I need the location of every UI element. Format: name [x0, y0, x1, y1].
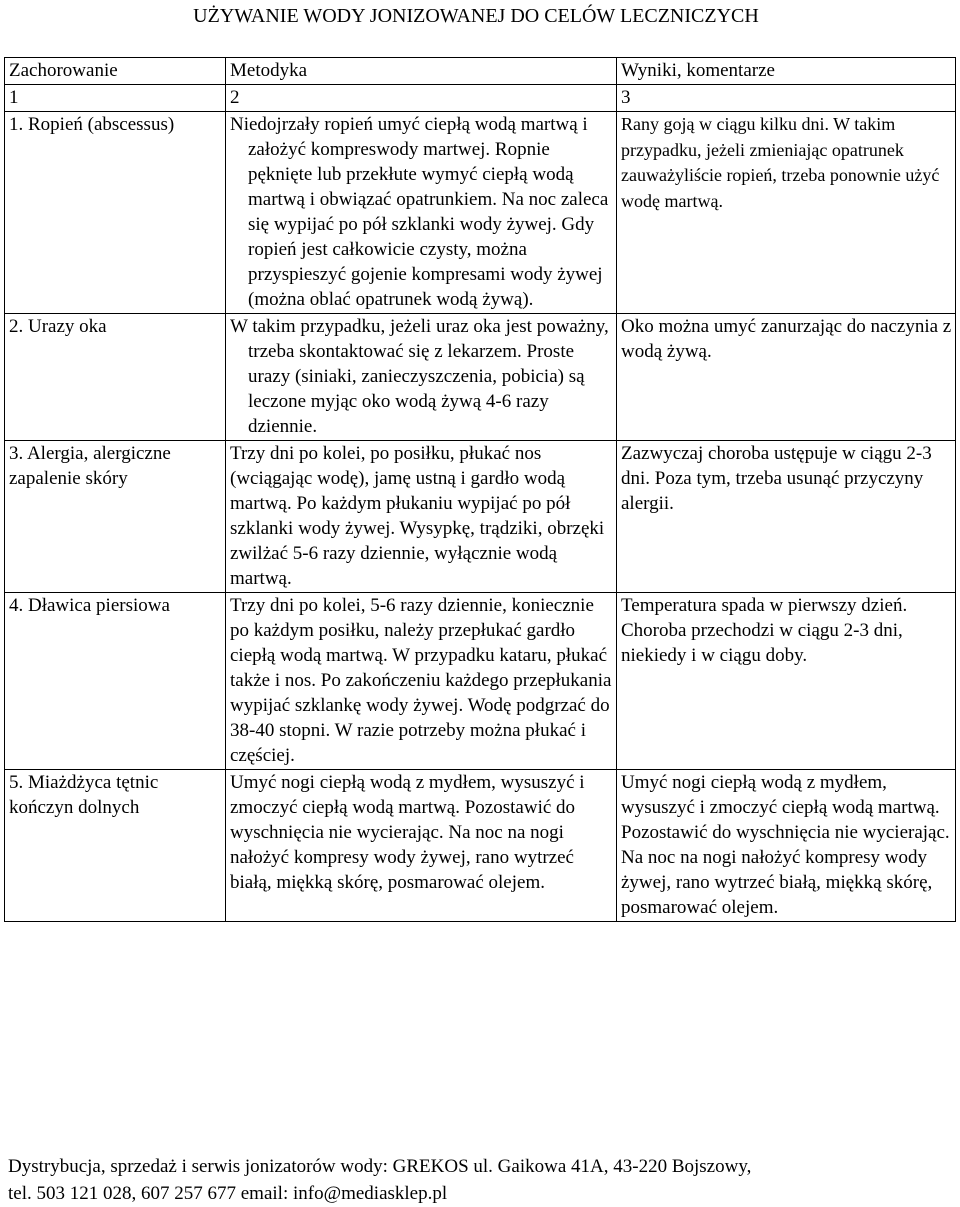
method-text: Umyć nogi ciepłą wodą z mydłem, wysuszyć i zmoczyć ciepłą wodą martwą. Pozostawić do wyschnięcia nie wycierając. Na noc na nogi nałożyć kompresy wody żywej, rano wytrzeć białą, miękką skórę, posmarować olejem.: [230, 772, 585, 893]
result-cell: [617, 770, 956, 922]
condition-cell: [5, 314, 226, 441]
method-text: Niedojrzały ropień umyć ciepłą wodą martwą i założyć kompreswody martwej. Ropnie pęknięte lub przekłute wymyć ciepłą wodą martwą i obwiązać opatrunkiem. Na noc zaleca się wypijać po pół szklanki wody żywej. Gdy ropień jest całkowicie czysty, można przyspieszyć gojenie kompresami wody żywej (można oblać opatrunek wodą żywą).: [230, 114, 609, 310]
column-number-3: 3: [617, 85, 956, 112]
result-cell: [617, 441, 956, 593]
result-text: Rany goją w ciągu kilku dni. W takim przypadku, jeżeli zmieniając opatrunek zauważyliście ropień, trzeba ponownie użyć wodę martwą.: [621, 114, 940, 211]
table-row: [5, 441, 956, 593]
method-cell: [226, 112, 617, 314]
condition-cell: [5, 112, 226, 314]
column-number-row: [5, 85, 956, 112]
table-row: [5, 770, 956, 922]
table-header-row: [5, 58, 956, 85]
condition-cell: [5, 770, 226, 922]
result-text: Oko można umyć zanurzając do naczynia z wodą żywą.: [621, 316, 952, 362]
result-cell: [617, 593, 956, 770]
document-title: UŻYWANIE WODY JONIZOWANEJ DO CELÓW LECZNICZYCH: [193, 5, 759, 27]
header-condition: Zachorowanie: [5, 58, 226, 85]
treatment-table: [4, 57, 956, 922]
result-cell: [617, 314, 956, 441]
condition-text: 1. Ropień (abscessus): [9, 114, 175, 135]
condition-text: 2. Urazy oka: [9, 316, 107, 337]
result-text: Temperatura spada w pierwszy dzień. Choroba przechodzi w ciągu 2-3 dni, niekiedy i w ciągu doby.: [621, 595, 908, 666]
table-row: [5, 314, 956, 441]
condition-text: 3. Alergia, alergiczne zapalenie skóry: [9, 443, 171, 489]
result-text: Zazwyczaj choroba ustępuje w ciągu 2-3 dni. Poza tym, trzeba usunąć przyczyny alergii.: [621, 443, 932, 514]
column-number-1: 1: [5, 85, 226, 112]
header-results: Wyniki, komentarze: [617, 58, 956, 85]
method-text: W takim przypadku, jeżeli uraz oka jest poważny, trzeba skontaktować się z lekarzem. Proste urazy (siniaki, zanieczyszczenia, pobicia) są leczone myjąc oko wodą żywą 4-6 razy dziennie.: [230, 316, 609, 437]
distributor-footer: [8, 1153, 953, 1207]
footer-address-line: Dystrybucja, sprzedaż i serwis jonizatorów wody: GREKOS ul. Gaikowa 41A, 43-220 Bojszowy,: [8, 1156, 752, 1177]
method-cell: [226, 314, 617, 441]
method-cell: [226, 770, 617, 922]
method-cell: [226, 593, 617, 770]
method-cell: [226, 441, 617, 593]
method-text: Trzy dni po kolei, po posiłku, płukać nos (wciągając wodę), jamę ustną i gardło wodą martwą. Po każdym płukaniu wypijać po pół szklanki wody żywej. Wysypkę, trądziki, obrzęki zwilżać 5-6 razy dziennie, wyłącznie wodą martwą.: [230, 443, 605, 589]
condition-text: 4. Dławica piersiowa: [9, 595, 170, 616]
column-number-2: 2: [226, 85, 617, 112]
table-row: [5, 593, 956, 770]
condition-cell: [5, 593, 226, 770]
method-text: Trzy dni po kolei, 5-6 razy dziennie, koniecznie po każdym posiłku, należy przepłukać gardło ciepłą wodą martwą. W przypadku kataru, płukać także i nos. Po zakończeniu każdego przepłukania wypijać szklankę wody żywej. Wodę podgrzać do 38-40 stopni. W razie potrzeby można płukać i częściej.: [230, 595, 612, 766]
header-method: Metodyka: [226, 58, 617, 85]
table-row: [5, 112, 956, 314]
footer-contact-line: tel. 503 121 028, 607 257 677 email: info@mediasklep.pl: [8, 1183, 448, 1204]
result-cell: [617, 112, 956, 314]
condition-text: 5. Miażdżyca tętnic kończyn dolnych: [9, 772, 159, 818]
result-text: Umyć nogi ciepłą wodą z mydłem, wysuszyć i zmoczyć ciepłą wodą martwą. Pozostawić do wyschnięcia nie wycierając. Na noc na nogi nałożyć kompresy wody żywej, rano wytrzeć białą, miękką skórę, posmarować olejem.: [621, 772, 950, 918]
condition-cell: [5, 441, 226, 593]
